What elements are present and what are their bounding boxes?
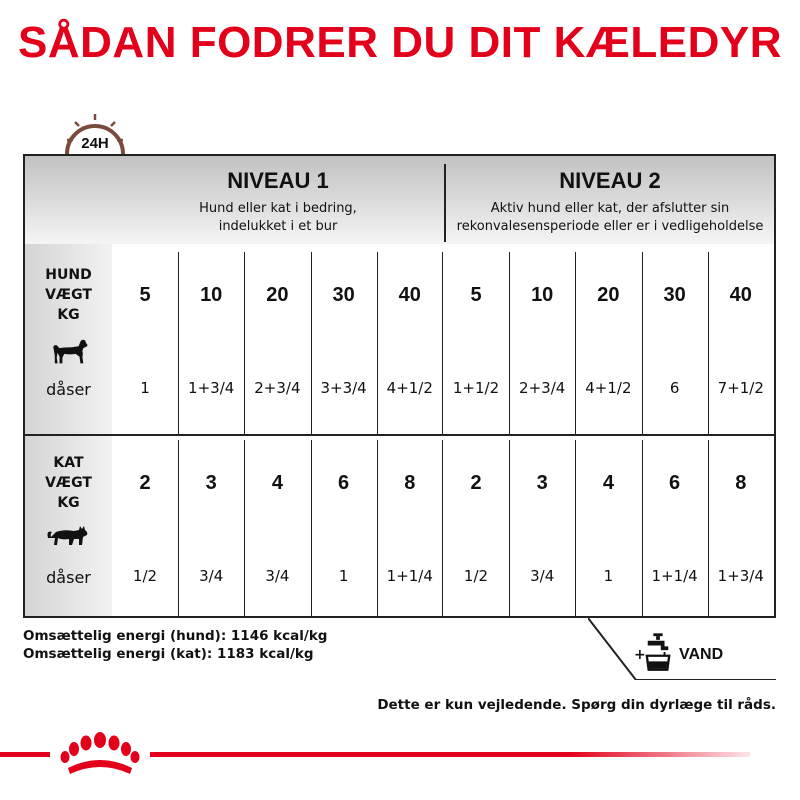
dog-weight-cell: 5 (139, 284, 151, 306)
energy-dog: Omsættelig energi (hund): 1146 kcal/kg (23, 628, 328, 644)
dog-label-line2: VÆGT (45, 287, 92, 303)
dog-weight-cell: 30 (663, 284, 686, 306)
water-plus: + (634, 647, 646, 663)
cat-dose-cell: 1+1/4 (386, 567, 433, 585)
cat-weight-cell: 6 (338, 472, 350, 494)
cat-label-line2: VÆGT (45, 475, 92, 491)
dog-dose-cell: 2+3/4 (254, 379, 301, 397)
dog-dose-cell: 6 (669, 379, 680, 397)
dog-dose-cell: 7+1/2 (717, 379, 764, 397)
cat-dose-cell: 1 (338, 567, 349, 585)
dog-dose-cell: 2+3/4 (519, 379, 566, 397)
cat-weight-cell: 8 (735, 472, 747, 494)
cat-weight-cell: 8 (404, 472, 416, 494)
level2-title: NIVEAU 2 (559, 168, 661, 193)
dog-dose-cell: 1+3/4 (188, 379, 235, 397)
level1-desc-line1: Hund eller kat i bedring, (199, 201, 357, 216)
dog-weight-cell: 30 (332, 284, 355, 306)
dog-dose-cell: 1 (140, 379, 150, 397)
dog-dose-cell: 4+1/2 (585, 379, 632, 397)
clock-icon (61, 110, 129, 160)
cat-dose-cell: 3/4 (265, 567, 290, 585)
dog-weight-cell: 20 (266, 284, 289, 306)
dog-weight-cell: 40 (729, 284, 752, 306)
cat-weight-cell: 6 (669, 472, 681, 494)
disclaimer-note: Dette er kun vejledende. Spørg din dyrlæge til råds. (377, 697, 776, 713)
energy-cat: Omsættelig energi (kat): 1183 kcal/kg (23, 646, 314, 662)
level1-desc-line2: indelukket i et bur (218, 219, 338, 234)
dog-dose-cell: 1+1/2 (452, 379, 500, 397)
cat-label-line1: KAT (53, 455, 84, 471)
royal-canin-crown-logo (52, 728, 148, 778)
dog-weight-cell: 10 (200, 284, 223, 306)
cat-dose-cell: 1/2 (463, 567, 489, 585)
cat-weight-cell: 3 (205, 472, 217, 494)
cat-dose-cell: 1 (603, 567, 614, 585)
dog-label-line3: KG (57, 307, 80, 323)
cat-dose-cell: 3/4 (199, 567, 224, 585)
cat-icon (46, 524, 90, 548)
clock-label: 24H (81, 135, 109, 152)
dog-dose-cell: 4+1/2 (386, 379, 433, 397)
water-tap-icon (644, 632, 672, 672)
dog-dose-cell: 3+3/4 (320, 379, 367, 397)
water-label: VAND (679, 646, 724, 663)
dog-icon (51, 336, 89, 366)
cat-weight-cell: 4 (271, 472, 283, 494)
cat-dose-cell: 1+3/4 (717, 567, 764, 585)
page-title: SÅDAN FODRER DU DIT KÆLEDYR (18, 18, 782, 67)
dog-weight-cell: 5 (470, 284, 482, 306)
feeding-table (23, 154, 776, 618)
cat-doses-label: dåser (46, 568, 91, 587)
dog-weight-cell: 20 (597, 284, 620, 306)
cat-weight-cell: 2 (470, 472, 482, 494)
dog-label-line1: HUND (45, 267, 92, 283)
cat-dose-cell: 3/4 (530, 567, 555, 585)
cat-label-line3: KG (57, 495, 80, 511)
cat-weight-cell: 2 (139, 472, 151, 494)
cat-dose-cell: 1/2 (132, 567, 158, 585)
dog-doses-label: dåser (46, 380, 91, 399)
level1-title: NIVEAU 1 (227, 168, 329, 193)
dog-weight-cell: 40 (398, 284, 421, 306)
cat-dose-cell: 1+1/4 (651, 567, 698, 585)
cat-weight-cell: 3 (536, 472, 548, 494)
dog-weight-cell: 10 (531, 284, 554, 306)
cat-weight-cell: 4 (602, 472, 614, 494)
level2-desc-line2: rekonvalesensperiode eller er i vedligeholdelse (456, 219, 764, 234)
level2-desc-line1: Aktiv hund eller kat, der afslutter sin (490, 201, 730, 216)
